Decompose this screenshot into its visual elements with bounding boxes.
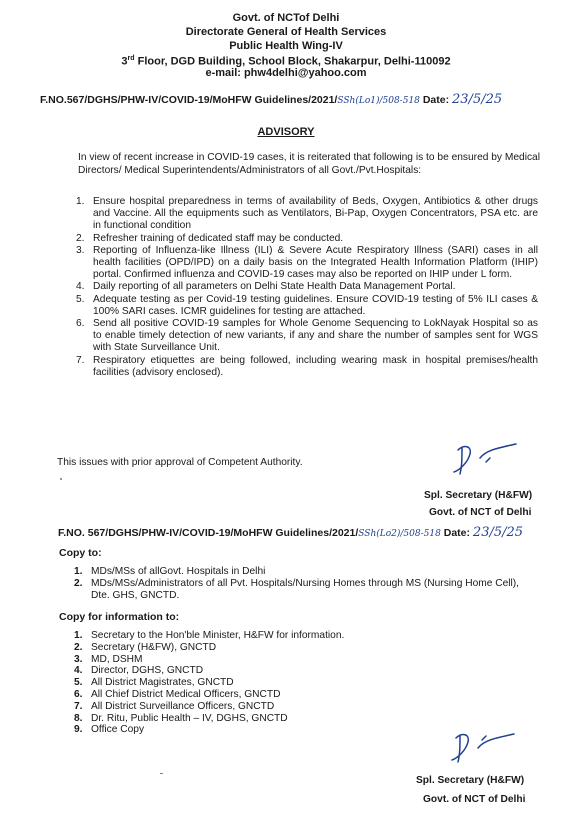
list-item <box>74 642 494 654</box>
list-item-text: Ensure hospital preparedness in terms of availability of Beds, Oxygen, Antibiotics & other drugs and Vaccine. All the equipments such as Ventilators, Bi-Pap, Oxygen Concentrators, PSA etc. are in functional condition <box>93 196 538 232</box>
copy-to-list <box>74 566 540 603</box>
list-item-number: 6. <box>74 688 83 700</box>
list-item-text: Secretary (H&FW), GNCTD <box>91 641 217 653</box>
header-wing: Public Health Wing-IV <box>229 40 343 52</box>
list-item-text: All District Surveillance Officers, GNCTD <box>91 700 275 712</box>
list-item-text: All Chief District Medical Officers, GNCTD <box>91 688 281 700</box>
header-email: e-mail: phw4delhi@yahoo.com <box>205 67 367 79</box>
header-govt: Govt. of NCTof Delhi <box>232 12 340 24</box>
handwritten-date-bottom: 23/5/25 <box>472 525 524 540</box>
signature-mark <box>450 440 520 478</box>
list-item <box>74 578 540 602</box>
list-item-number: 9. <box>74 724 83 736</box>
intro-paragraph: In view of recent increase in COVID-19 cases, it is reiterated that following is to be ensured by Medical Directors/ Medical Superintendents/Administrators of all Govt./Pvt.Hospitals: <box>78 152 540 176</box>
list-item-text: Secretary to the Hon'ble Minister, H&FW for information. <box>91 630 345 641</box>
list-item-number: 1. <box>74 566 83 577</box>
list-item <box>74 630 494 642</box>
file-number-top: F.NO.567/DGHS/PHW-IV/COVID-19/MoHFW Guidelines/2021/SSh(Lo1)/508-518 Date: 23/5/25 <box>40 92 503 107</box>
list-item <box>76 294 538 318</box>
list-item-text: Daily reporting of all parameters on Delhi State Health Data Management Portal. <box>93 281 456 293</box>
list-item <box>74 689 494 701</box>
signatory2-office: Govt. of NCT of Delhi <box>423 794 526 805</box>
list-item-text: Respiratory etiquettes are being followed, including wearing mask in hospital premises/health facilities (advisory enclosed). <box>93 354 538 378</box>
list-item-text: All District Magistrates, GNCTD <box>91 677 234 689</box>
list-item-number: 5. <box>76 293 85 305</box>
list-item-text: MDs/MSs of allGovt. Hospitals in Delhi <box>91 566 266 577</box>
list-item-number: 3. <box>74 653 83 665</box>
handwritten-date-top: 23/5/25 <box>452 92 503 107</box>
advisory-points <box>76 196 538 379</box>
list-item <box>74 654 494 666</box>
list-item <box>74 677 494 689</box>
list-item <box>76 318 538 355</box>
list-item <box>76 233 538 245</box>
handwritten-ref-bottom: SSh(Lo2)/508-518 <box>358 529 441 539</box>
stray-mark-bottom <box>160 773 163 774</box>
list-item-text: MD, DSHM <box>91 653 143 665</box>
stray-mark <box>60 478 62 480</box>
list-item-text: Reporting of Influenza-like Illness (ILI) & Severe Acute Respiratory Illness (SARI) cases in all health facilities (OPD/IPD) on a daily basis on the Integrated Health Information Platform (IHIP) portal. Confirmed influenza and COVID-19 cases may also be reported on IHIP under L form. <box>93 244 538 281</box>
copy-to-heading: Copy to: <box>59 547 102 559</box>
list-item-text: Director, DGHS, GNCTD <box>91 665 204 677</box>
list-item-number: 2. <box>74 578 83 590</box>
list-item-number: 5. <box>74 677 83 689</box>
list-item-number: 4. <box>74 665 83 677</box>
list-item-number: 1. <box>76 196 85 207</box>
list-item-number: 2. <box>76 232 85 244</box>
list-item <box>76 196 538 233</box>
list-item-number: 7. <box>74 700 83 712</box>
list-item-text: Office Copy <box>91 724 145 736</box>
list-item <box>74 566 540 578</box>
list-item <box>74 713 494 725</box>
list-item <box>74 665 494 677</box>
date-label-bottom: Date: <box>443 527 470 539</box>
signatory2-designation: Spl. Secretary (H&FW) <box>416 775 525 786</box>
header-directorate: Directorate General of Health Services <box>185 26 387 38</box>
list-item <box>76 245 538 282</box>
signatory-office: Govt. of NCT of Delhi <box>429 507 532 518</box>
list-item <box>76 281 538 293</box>
approval-line: This issues with prior approval of Competent Authority. <box>57 457 303 468</box>
list-item <box>74 701 494 713</box>
list-item-number: 8. <box>74 712 83 724</box>
copy-info-list <box>74 630 494 736</box>
list-item-number: 7. <box>76 354 85 366</box>
header-address: 3rd Floor, DGD Building, School Block, Shakarpur, Delhi-110092 <box>121 55 451 68</box>
list-item-text: Send all positive COVID-19 samples for Whole Genome Sequencing to LokNayak Hospital so as to enable timely detection of new variants, if any and share the number of samples sent for WGS with State Surveillance Unit. <box>93 318 538 354</box>
signatory-designation: Spl. Secretary (H&FW) <box>424 490 533 501</box>
list-item-number: 2. <box>74 641 83 653</box>
list-item-text: Adequate testing as per Covid-19 testing guidelines. Ensure COVID-19 testing of 5% ILI cases & 100% SARI cases. ICMR guidelines for testing are attached. <box>93 293 538 317</box>
signature-mark-bottom <box>448 728 518 766</box>
file-number-bottom: F.NO. 567/DGHS/PHW-IV/COVID-19/MoHFW Guidelines/2021/SSh(Lo2)/508-518 Date: 23/5/25 <box>58 525 524 540</box>
list-item-number: 1. <box>74 630 83 641</box>
list-item <box>76 355 538 379</box>
list-item-number: 3. <box>76 244 85 256</box>
copy-info-heading: Copy for information to: <box>59 611 180 623</box>
list-item-text: Dr. Ritu, Public Health – IV, DGHS, GNCTD <box>91 712 288 724</box>
list-item-number: 4. <box>76 281 85 293</box>
list-item <box>74 724 494 736</box>
list-item-number: 6. <box>76 318 85 330</box>
list-item-text: Refresher training of dedicated staff may be conducted. <box>93 232 344 244</box>
handwritten-ref-top: SSh(Lo1)/508-518 <box>337 96 420 106</box>
page-title: ADVISORY <box>257 126 315 138</box>
date-label-top: Date: <box>422 94 450 106</box>
list-item-text: MDs/MSs/Administrators of all Pvt. Hospitals/Nursing Homes through MS (Nursing Home Cell), Dte. GHS, GNCTD. <box>91 578 519 602</box>
